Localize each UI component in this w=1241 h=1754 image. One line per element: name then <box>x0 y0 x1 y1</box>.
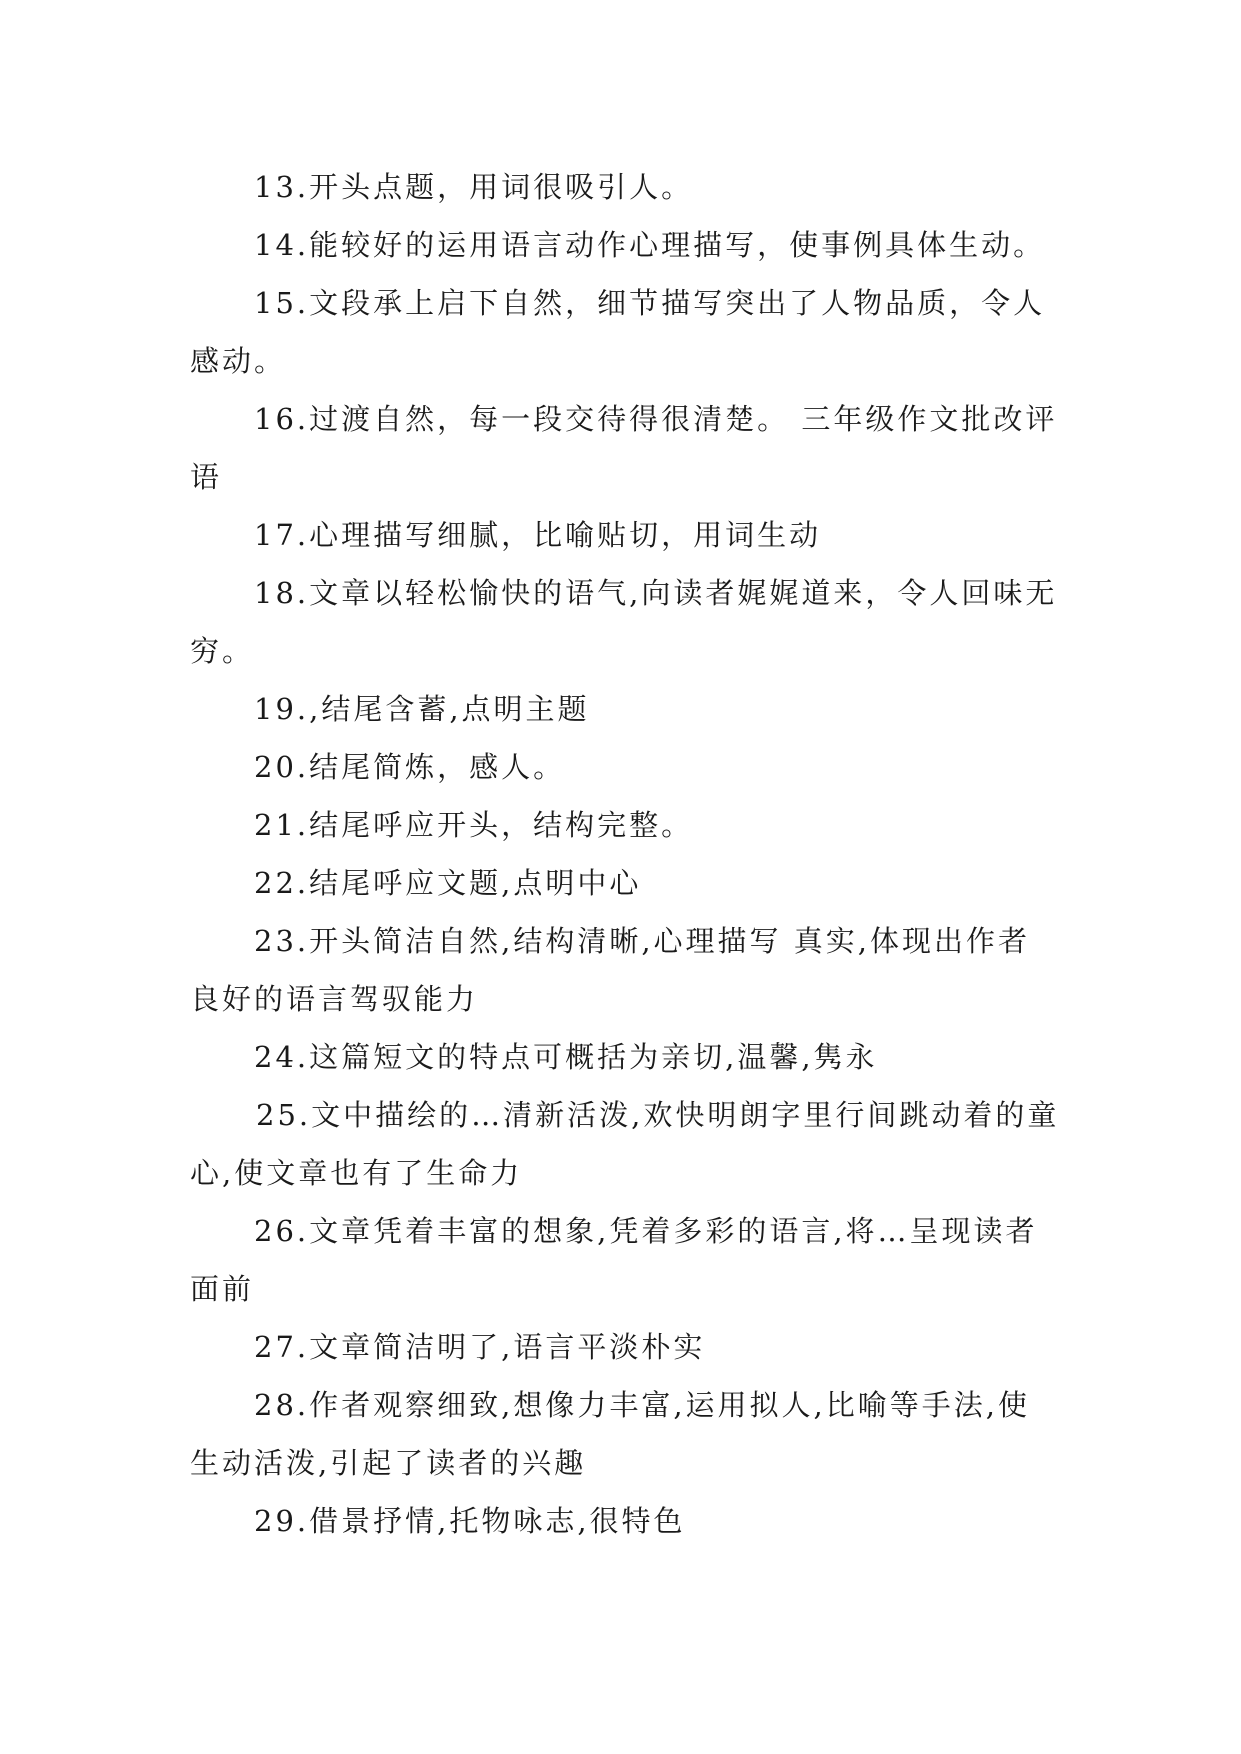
comment-item-28: 28.作者观察细致,想像力丰富,运用拟人,比喻等手法,使生动活泼,引起了读者的兴趣 <box>190 1388 1030 1480</box>
comment-item-17: 17.心理描写细腻，比喻贴切，用词生动 <box>254 518 822 552</box>
comment-item-27: 27.文章简洁明了,语言平淡朴实 <box>254 1330 706 1364</box>
comment-item-25: 25.文中描绘的…清新活泼,欢快明朗字里行间跳动着的童心,使文章也有了生命力 <box>190 1098 1060 1190</box>
comment-list <box>190 158 1060 1550</box>
comment-item-20: 20.结尾简炼，感人。 <box>254 750 566 784</box>
comment-item-18: 18.文章以轻松愉快的语气,向读者娓娓道来，令人回味无穷。 <box>190 576 1058 668</box>
comment-item-19: 19.,结尾含蓄,点明主题 <box>254 692 590 726</box>
comment-item-14: 14.能较好的运用语言动作心理描写，使事例具体生动。 <box>254 228 1046 262</box>
comment-item-29: 29.借景抒情,托物咏志,很特色 <box>254 1504 686 1538</box>
comment-item-15: 15.文段承上启下自然，细节描写突出了人物品质，令人感动。 <box>190 286 1046 378</box>
comment-item-23: 23.开头简洁自然,结构清晰,心理描写 真实,体现出作者良好的语言驾驭能力 <box>190 924 1030 1016</box>
comment-item-16: 16.过渡自然，每一段交待得很清楚。 三年级作文批改评语 <box>190 402 1058 494</box>
comment-item-24: 24.这篇短文的特点可概括为亲切,温馨,隽永 <box>254 1040 878 1074</box>
comment-item-26: 26.文章凭着丰富的想象,凭着多彩的语言,将…呈现读者面前 <box>190 1214 1038 1306</box>
comment-item-13: 13.开头点题，用词很吸引人。 <box>254 170 694 204</box>
comment-item-21: 21.结尾呼应开头，结构完整。 <box>254 808 694 842</box>
comment-item-22: 22.结尾呼应文题,点明中心 <box>254 866 642 900</box>
